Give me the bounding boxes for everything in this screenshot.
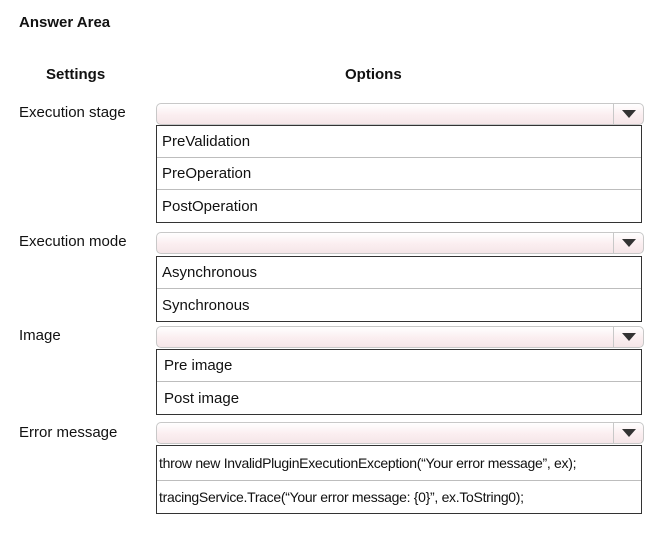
execution-mode-label: Execution mode	[19, 233, 127, 250]
chevron-down-icon[interactable]	[613, 423, 643, 443]
option-throw-exception[interactable]: throw new InvalidPluginExecutionException(“Your error message”, ex);	[157, 446, 641, 481]
option-post-image[interactable]: Post image	[164, 389, 240, 407]
chevron-down-icon[interactable]	[613, 104, 643, 124]
settings-header: Settings	[46, 66, 106, 83]
options-header: Options	[345, 66, 402, 83]
option-synchronous[interactable]: Synchronous	[162, 296, 250, 314]
image-dropdown[interactable]	[156, 326, 644, 348]
execution-stage-dropdown[interactable]	[156, 103, 644, 125]
error-message-label: Error message	[19, 424, 118, 441]
chevron-down-icon[interactable]	[613, 327, 643, 347]
execution-stage-options	[156, 125, 642, 223]
execution-mode-dropdown[interactable]	[156, 232, 644, 254]
chevron-down-icon[interactable]	[613, 233, 643, 253]
option-asynchronous[interactable]: Asynchronous	[157, 257, 641, 289]
option-tracing-trace[interactable]: tracingService.Trace(“Your error message: {0}”, ex.ToString0);	[159, 489, 524, 505]
option-prevalidation[interactable]: PreValidation	[157, 126, 641, 158]
image-options	[156, 349, 642, 415]
error-message-dropdown[interactable]	[156, 422, 644, 444]
execution-stage-label: Execution stage	[19, 104, 126, 121]
error-message-options	[156, 445, 642, 514]
option-pre-image[interactable]: Pre image	[157, 350, 641, 382]
option-postoperation[interactable]: PostOperation	[162, 197, 258, 215]
image-label: Image	[19, 327, 61, 344]
execution-mode-options	[156, 256, 642, 322]
answer-area-title: Answer Area	[19, 14, 111, 31]
option-preoperation[interactable]: PreOperation	[157, 158, 641, 190]
